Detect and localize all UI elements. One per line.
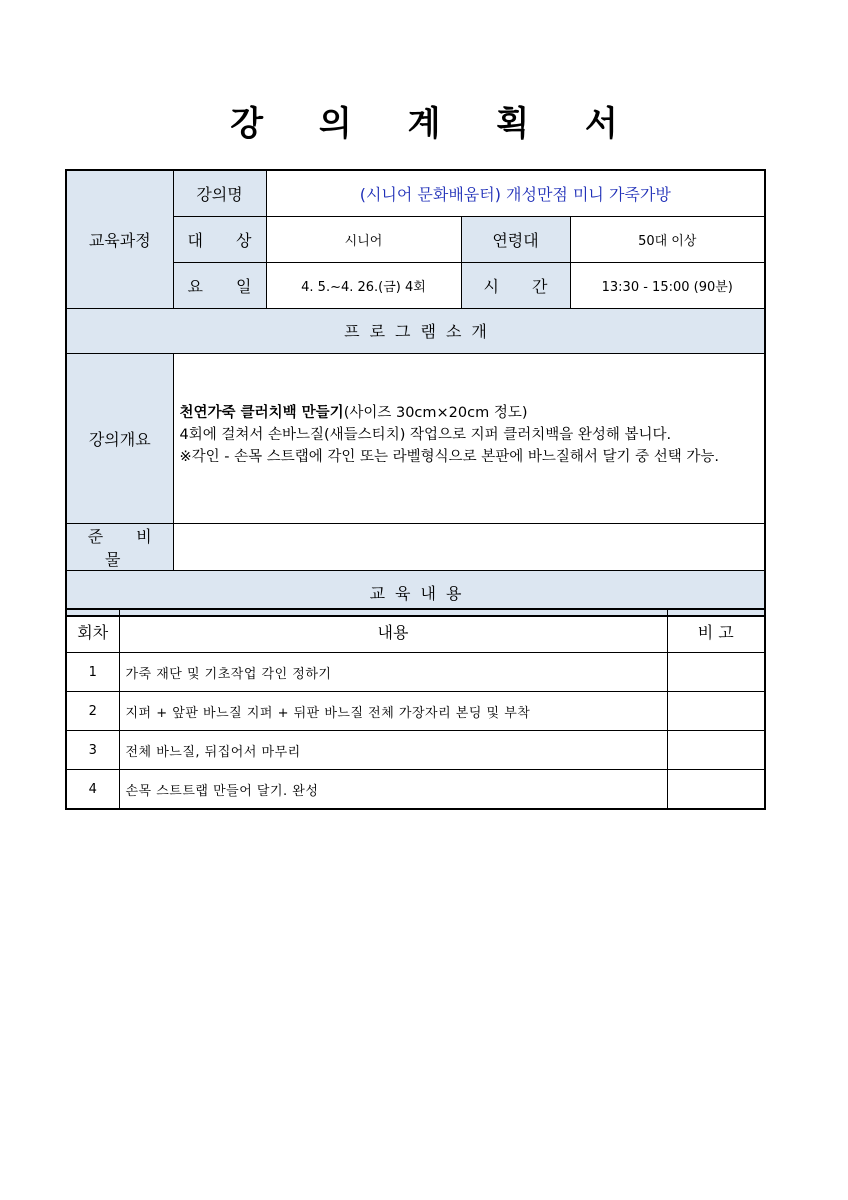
session-header: 회차 xyxy=(66,609,119,653)
session-number: 1 xyxy=(66,653,119,692)
session-note xyxy=(667,692,765,731)
page-title: 강 의 계 획 서 xyxy=(230,104,640,144)
lecture-name: (시니어 문화배움터) 개성만점 미니 가죽가방 xyxy=(266,170,765,216)
session-content: 손목 스트트랩 만들어 달기. 완성 xyxy=(119,770,667,810)
schedule-header-row xyxy=(66,609,765,653)
lecture-info-table xyxy=(65,169,766,617)
overview-title: 천연가죽 클러치백 만들기 xyxy=(179,405,344,421)
time-label: 시 간 xyxy=(461,262,570,308)
target-label: 대 상 xyxy=(173,216,266,262)
age-label: 연령대 xyxy=(461,216,570,262)
session-content: 전체 바느질, 뒤집어서 마무리 xyxy=(119,731,667,770)
table-row xyxy=(66,653,765,692)
lecture-name-label: 강의명 xyxy=(173,170,266,216)
session-number: 4 xyxy=(66,770,119,810)
overview-content xyxy=(173,353,765,523)
education-content-heading: 교육내용 xyxy=(66,570,765,616)
age-value: 50대 이상 xyxy=(570,216,765,262)
session-note xyxy=(667,731,765,770)
program-intro-heading: 프로그램소개 xyxy=(66,308,765,353)
session-note xyxy=(667,770,765,810)
schedule-table xyxy=(65,608,766,810)
time-value: 13:30 - 15:00 (90분) xyxy=(570,262,765,308)
content-header: 내용 xyxy=(119,609,667,653)
materials-label: 준 비 물 xyxy=(66,523,173,570)
session-content: 가죽 재단 및 기초작업 각인 정하기 xyxy=(119,653,667,692)
session-content: 지퍼 + 앞판 바느질 지퍼 + 뒤판 바느질 전체 가장자리 본딩 및 부착 xyxy=(119,692,667,731)
overview-title-suffix: (사이즈 30cm×20cm 정도) xyxy=(343,405,528,421)
day-value: 4. 5.~4. 26.(금) 4회 xyxy=(266,262,461,308)
note-header: 비 고 xyxy=(667,609,765,653)
session-number: 2 xyxy=(66,692,119,731)
table-row xyxy=(66,692,765,731)
overview-line-2: 4회에 걸쳐서 손바느질(새들스티치) 작업으로 지퍼 클러치백을 완성해 봅니다. xyxy=(179,427,672,443)
course-label: 교육과정 xyxy=(66,170,173,308)
table-row xyxy=(66,731,765,770)
day-label: 요 일 xyxy=(173,262,266,308)
materials-value xyxy=(173,523,765,570)
overview-label: 강의개요 xyxy=(66,353,173,523)
target-value: 시니어 xyxy=(266,216,461,262)
table-row xyxy=(66,770,765,810)
overview-line-3: ※각인 - 손목 스트랩에 각인 또는 라벨형식으로 본판에 바느질해서 달기 중 선택 가능. xyxy=(179,449,720,465)
session-note xyxy=(667,653,765,692)
session-number: 3 xyxy=(66,731,119,770)
overview-title-line xyxy=(180,402,757,424)
